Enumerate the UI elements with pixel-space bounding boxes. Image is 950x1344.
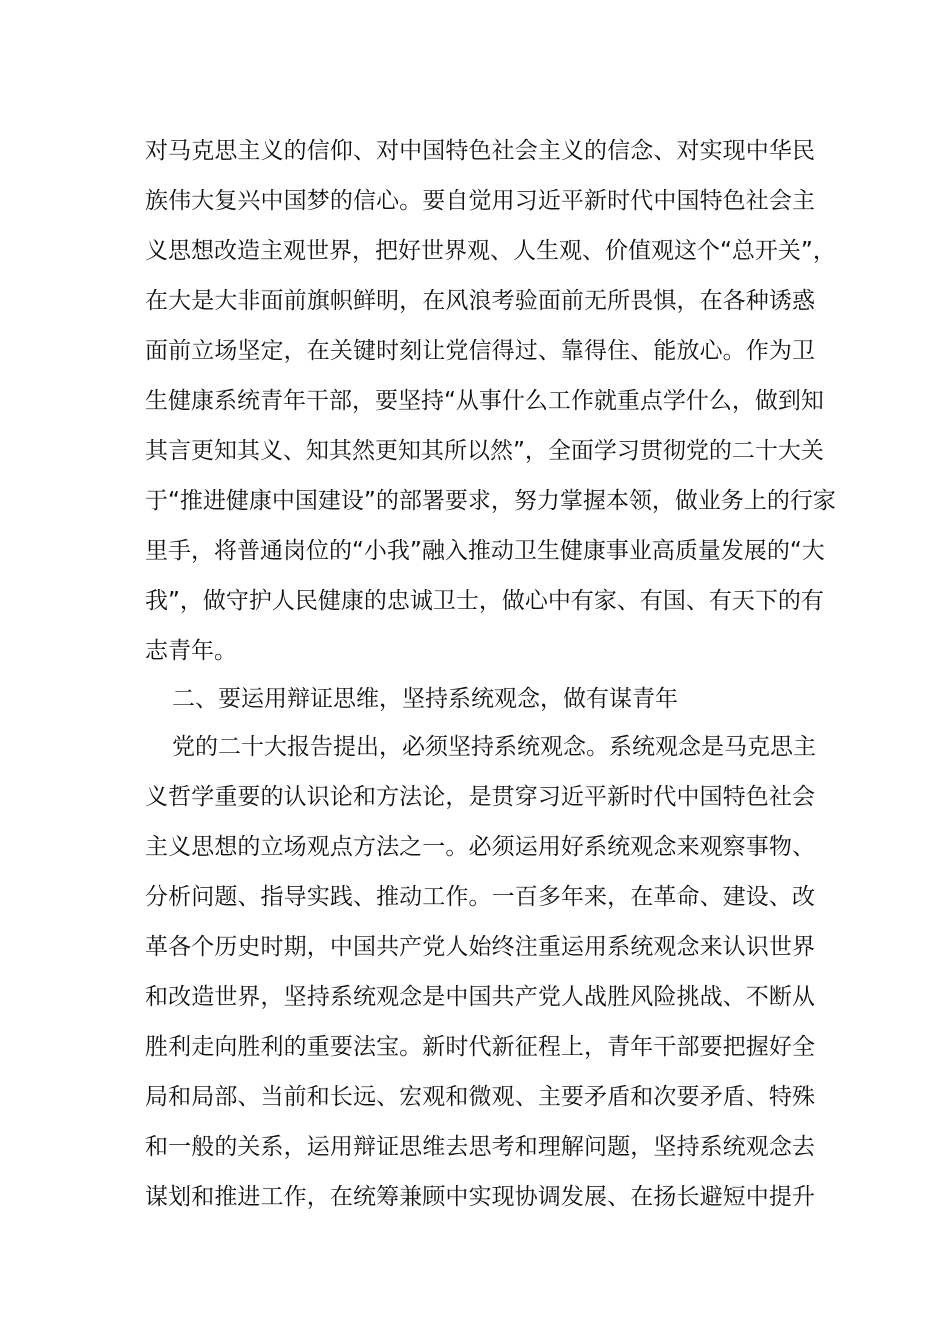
paragraph-line: 里手，将普通岗位的“小我”融入推动卫生健康事业高质量发展的“大 [145,538,825,564]
paragraph-2 [145,722,815,1222]
paragraph-line: 其言更知其义、知其然更知其所以然”，全面学习贯彻党的二十大关 [145,438,824,464]
paragraph-line: 义思想改造主观世界，把好世界观、人生观、价值观这个“总开关”， [145,238,836,264]
paragraph-line: 义哲学重要的认识论和方法论，是贯穿习近平新时代中国特色社会 [145,784,815,810]
paragraph-line: 谋划和推进工作，在统筹兼顾中实现协调发展、在扬长避短中提升 [145,1184,815,1210]
paragraph-line: 分析问题、指导实践、推动工作。一百多年来，在革命、建设、改 [145,884,815,910]
paragraph-line: 党的二十大报告提出，必须坚持系统观念。系统观念是马克思主 [172,734,816,760]
section-heading-text: 二、要运用辩证思维，坚持系统观念，做有谋青年 [172,686,678,712]
paragraph-line: 志青年。 [145,638,237,664]
paragraph-line: 我”，做守护人民健康的忠诚卫士，做心中有家、有国、有天下的有 [145,588,824,614]
paragraph-line: 和一般的关系，运用辩证思维去思考和理解问题，坚持系统观念去 [145,1134,815,1160]
paragraph-line: 于“推进健康中国建设”的部署要求，努力掌握本领，做业务上的行家 [145,488,836,514]
section-heading [145,674,815,724]
paragraph-line: 族伟大复兴中国梦的信心。要自觉用习近平新时代中国特色社会主 [145,188,815,214]
paragraph-line: 对马克思主义的信仰、对中国特色社会主义的信念、对实现中华民 [145,138,815,164]
paragraph-line: 革各个历史时期，中国共产党人始终注重运用系统观念来认识世界 [145,934,815,960]
paragraph-line: 主义思想的立场观点方法之一。必须运用好系统观念来观察事物、 [145,834,815,860]
paragraph-line: 局和局部、当前和长远、宏观和微观、主要矛盾和次要矛盾、特殊 [145,1084,815,1110]
paragraph-line: 生健康系统青年干部，要坚持“从事什么工作就重点学什么，做到知 [145,388,824,414]
paragraph-1 [145,126,836,676]
paragraph-line: 在大是大非面前旗帜鲜明，在风浪考验面前无所畏惧，在各种诱惑 [145,288,815,314]
paragraph-line: 和改造世界，坚持系统观念是中国共产党人战胜风险挑战、不断从 [145,984,815,1010]
paragraph-line: 面前立场坚定，在关键时刻让党信得过、靠得住、能放心。作为卫 [145,338,815,364]
paragraph-line: 胜利走向胜利的重要法宝。新时代新征程上，青年干部要把握好全 [145,1034,815,1060]
